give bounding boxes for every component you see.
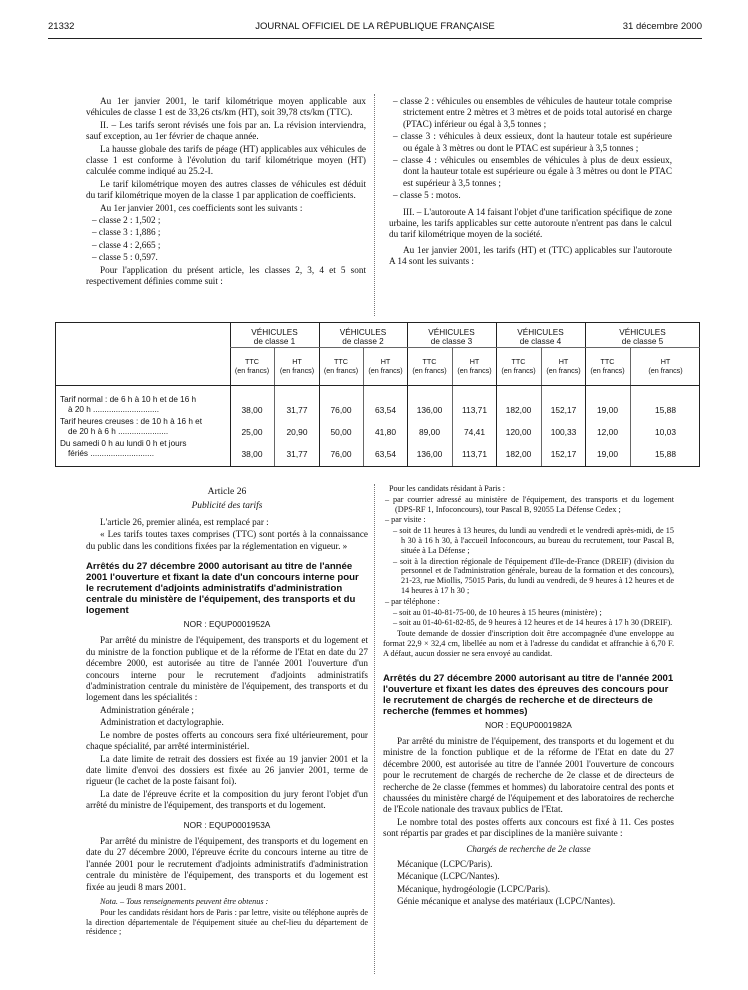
class-header: VÉHICULES de classe 2 [339, 328, 387, 346]
class-header: VÉHICULES de classe 4 [517, 328, 564, 346]
section-heading: Arrêtés du 27 décembre 2000 autorisant au titre de l'année 2001 l'ouverture et fixant les dates des épreuves des concours pour le recrutement de chargés de recherche et de directeurs de recherche (femmes et hommes) [383, 672, 674, 717]
cell: 38,00 [241, 449, 263, 459]
page-header [48, 21, 702, 37]
cell: 19,00 [597, 405, 618, 415]
paragraph: Au 1er janvier 2001, les tarifs (HT) et (TTC) applicables sur l'autoroute A 14 sont les suivants : [389, 244, 672, 267]
cell: 20,90 [286, 427, 308, 437]
ttc-header: TTC (en francs) [323, 357, 359, 375]
subheading: Chargés de recherche de 2e classe [466, 843, 591, 854]
list-item: Génie mécanique et analyse des matériaux (LCPC/Nantes). [397, 896, 616, 907]
cell: 152,17 [550, 405, 577, 415]
row-label: Tarif heures creuses : de 10 h à 16 h et de 20 h à 6 h ...................... [60, 417, 203, 436]
cell: 41,80 [375, 427, 396, 437]
class-header: VÉHICULES de classe 5 [619, 328, 666, 346]
cell: 38,00 [241, 405, 263, 415]
list-item: – soit au 01-40-61-82-85, de 9 heures à 12 heures et de 14 heures à 17 h 30 (DREIF). [393, 618, 673, 628]
cell: 182,00 [505, 449, 532, 459]
paragraph: Administration et dactylographie. [100, 717, 224, 728]
ttc-header: TTC (en francs) [412, 357, 447, 375]
ttc-header: TTC (en francs) [501, 357, 536, 375]
list-item: – classe 5 : motos. [393, 190, 461, 201]
paragraph: Par arrêté du ministre de l'équipement, des transports et du logement et du ministre de la fonction publique et de la réforme de l'Etat en date du 27 décembre 2000, est autorisée au titre de l'année 2001 l'ouverture de concours pour le recrutement de chargés de recherche de 2e classe et de directeurs de recherche de 2e classe (femmes et hommes) du laboratoire central des ponts et chaussées du ministère chargé de l'équipement et des laboratoires de recherche de l'Ecole nationale des travaux publics de l'Etat. [383, 735, 674, 815]
list-item: Mécanique (LCPC/Paris). [397, 859, 493, 870]
cell: 152,17 [550, 449, 577, 459]
paragraph: Pour les candidats résidant hors de Paris : par lettre, visite ou téléphone auprès de la direction départementale de l'équipement située au chef-lieu du département de résidence ; [86, 907, 368, 937]
paragraph: La hausse globale des tarifs de péage (HT) applicables aux véhicules de classe 1 est conforme à l'évolution du tarif kilométrique moyen (HT) calculée comme indiqué au 25.2-I. [86, 143, 366, 177]
list-item: – par courrier adressé au ministère de l'équipement, des transports et du logement (DPS-RF 1, Infoconcours), tour Pascal B, 92055 La Défense Cedex ; [385, 494, 674, 514]
list-item: – classe 2 : véhicules ou ensembles de véhicules de hauteur totale comprise strictement entre 2 mètres et 3 mètres et de poids total autorisé en charge (PTAC) inférieur ou égal à 3,5 tonnes ; [393, 96, 672, 129]
cell: 31,77 [286, 449, 308, 459]
ht-header: HT (en francs) [648, 357, 683, 375]
cell: 100,33 [550, 427, 577, 437]
cell: 182,00 [505, 405, 532, 415]
cell: 63,54 [375, 405, 396, 415]
paragraph: Le tarif kilométrique moyen des autres classes de véhicules est déduit du tarif kilométrique moyen de la classe 1 par application de coefficients. [86, 178, 366, 201]
paragraph: Au 1er janvier 2001, le tarif kilométrique moyen applicable aux véhicules de classe 1 est de 33,26 cts/km (HT), soit 39,78 cts/km (TTC). [86, 96, 366, 118]
nor-reference: NOR : EQUP0001953A [183, 819, 271, 830]
column-divider [374, 94, 375, 316]
bottom-right-column [383, 484, 674, 909]
list-item: – soit de 11 heures à 13 heures, du lundi au vendredi et le vendredi après-midi, de 15 h 30 à 16 h 30, à l'accueil Infoconcours, au bureau du recrutement, tour Pascal B, située à La Défense ; [393, 526, 674, 555]
paragraph: Pour l'application du présent article, les classes 2, 3, 4 et 5 sont respectivement définies comme suit : [86, 264, 366, 287]
paragraph: « Les tarifs toutes taxes comprises (TTC) sont portés à la connaissance du public dans les conditions fixées par la réglementation en vigueur. » [86, 529, 368, 551]
ttc-header: TTC (en francs) [590, 357, 625, 375]
header-rule [48, 38, 702, 39]
cell: 15,88 [655, 449, 676, 459]
paragraph: Par arrêté du ministre de l'équipement, des transports et du logement en date du 27 décembre 2000, l'épreuve écrite du concours interne au titre de l'année 2001 pour le recrutement d'adjoints administratifs d'administration centrale du ministère de l'équipement, des transports et du logement est fixée au jeudi 8 mars 2001. [86, 835, 368, 892]
cell: 25,00 [241, 427, 263, 437]
list-item: – par téléphone : [385, 596, 440, 606]
cell: 76,00 [330, 449, 352, 459]
paragraph: L'article 26, premier alinéa, est remplacé par : [100, 516, 269, 527]
nor-reference: NOR : EQUP0001982A [485, 719, 572, 730]
section-heading: Arrêtés du 27 décembre 2000 autorisant au titre de l'année 2001 l'ouverture et fixant la date d'un concours interne pour le recrutement d'adjoints administratifs d'administration centrale du ministère de l'équipement, des transports et du logement [86, 561, 359, 617]
cell: 15,88 [655, 405, 676, 415]
class-header: VÉHICULES de classe 1 [251, 328, 298, 346]
ttc-header: TTC (en francs) [234, 357, 270, 375]
nor-reference: NOR : EQUP0001952A [183, 619, 271, 630]
list-item: – classe 4 : véhicules ou ensembles de véhicules à plus de deux essieux, dont la hauteur totale est supérieure ou égale à 3 mètres ou dont le PTAC est supérieur à 3,5 tonnes ; [393, 155, 672, 188]
paragraph: Par arrêté du ministre de l'équipement, des transports et du logement et du ministre de la fonction publique et de la réforme de l'Etat en date du 27 décembre 2000, est autorisée au titre de l'année 2001 l'ouverture d'un concours interne pour le recrutement d'adjoints administratifs d'administration centrale du ministère de l'équipement, des transports et du logement dans les spécialités : [86, 635, 368, 703]
list-item: – par visite : [385, 515, 426, 525]
paragraph: Au 1er janvier 2001, ces coefficients sont les suivants : [100, 202, 303, 213]
cell: 113,71 [462, 449, 487, 459]
cell: 10,03 [655, 427, 676, 437]
list-item: Mécanique (LCPC/Nantes). [397, 871, 500, 882]
ht-header: HT (en francs) [457, 357, 492, 375]
cell: 74,41 [464, 427, 485, 437]
list-item: Mécanique, hydrogéologie (LCPC/Paris). [397, 883, 551, 894]
cell: 12,00 [597, 427, 618, 437]
paragraph: La date limite de retrait des dossiers est fixée au 19 janvier 2001 et la date limite d'envoi des dossiers est fixée au 26 janvier 2001, terme de rigueur (le cachet de la poste faisant foi). [86, 753, 368, 787]
tariff-table [55, 322, 700, 467]
list-item: – classe 2 : 1,502 ; [92, 215, 161, 226]
list-item: – soit à la direction régionale de l'équipement d'Ile-de-France (DREIF) (division du personnel et de l'administration générale, bureau de la formation et des concours), 21-23, rue Miollis, 75015 Paris, du lundi au vendredi, de 9 heures à 12 heures et de 14 heures à 17 h 30 ; [393, 556, 674, 595]
paragraph: Pour les candidats résidant à Paris : [389, 484, 505, 493]
cell: 136,00 [416, 449, 443, 459]
cell: 50,00 [330, 427, 352, 437]
page-number: 21332 [48, 21, 75, 32]
row-label: Du samedi 0 h au lundi 0 h et jours fériés ............................ [60, 439, 187, 458]
paragraph: Administration générale ; [100, 704, 194, 715]
list-item: – soit au 01-40-81-75-00, de 10 heures à 15 heures (ministère) ; [393, 607, 602, 617]
list-item: – classe 3 : véhicules à deux essieux, dont la hauteur totale est supérieure ou égale à 3 mètres ou dont le PTAC est supérieur à 3,5 tonnes ; [393, 131, 672, 153]
cell: 76,00 [330, 405, 352, 415]
article-subtitle: Publicité des tarifs [191, 501, 263, 512]
list-item: – classe 3 : 1,886 ; [92, 227, 161, 238]
column-divider [374, 484, 375, 974]
top-left-column [86, 96, 366, 289]
nota: Nota. – Tous renseignements peuvent être obtenus : [100, 896, 269, 906]
row-label: Tarif normal : de 6 h à 10 h et de 16 h à 20 h ............................. [60, 395, 197, 414]
top-right-column [389, 96, 672, 269]
ht-header: HT (en francs) [368, 357, 403, 375]
cell: 89,00 [419, 427, 440, 437]
paragraph: Toute demande de dossier d'inscription doit être accompagnée d'une enveloppe au format 22,9 × 32,4 cm, libellée au nom et à l'adresse du candidat et affranchie à 6,70 F. A défaut, aucun dossier ne sera envoyé au candidat. [383, 629, 674, 658]
cell: 113,71 [462, 405, 487, 415]
cell: 136,00 [416, 405, 443, 415]
ht-header: HT (en francs) [546, 357, 581, 375]
issue-date: 31 décembre 2000 [622, 21, 702, 32]
paragraph: La date de l'épreuve écrite et la composition du jury feront l'objet d'un arrêté du ministre de l'équipement, des transports et du logement. [86, 788, 368, 811]
paragraph: II. – Les tarifs seront révisés une fois par an. La révision interviendra, sauf exception, au 1er février de chaque année. [86, 119, 366, 142]
cell: 120,00 [505, 427, 532, 437]
paragraph: Le nombre total des postes offerts aux concours est fixé à 11. Ces postes sont répartis par grades et par disciplines de la manière suivante : [383, 816, 674, 839]
list-item: – classe 5 : 0,597. [92, 252, 158, 263]
article-title: Article 26 [207, 486, 247, 497]
journal-title: JOURNAL OFFICIEL DE LA RÉPUBLIQUE FRANÇAISE [255, 21, 495, 32]
bottom-left-column [86, 484, 368, 938]
list-item: – classe 4 : 2,665 ; [92, 239, 161, 250]
paragraph: III. – L'autoroute A 14 faisant l'objet d'une tarification spécifique de zone urbaine, les tarifs applicables sur cette autoroute n'entrent pas dans le calcul du tarif kilométrique moyen de la société. [389, 206, 672, 240]
class-header: VÉHICULES de classe 3 [428, 328, 475, 346]
cell: 31,77 [286, 405, 308, 415]
paragraph: Le nombre de postes offerts au concours sera fixé ultérieurement, pour chaque spécialité, par arrêté interministériel. [86, 729, 368, 752]
cell: 63,54 [375, 449, 396, 459]
ht-header: HT (en francs) [279, 357, 315, 375]
cell: 19,00 [597, 449, 618, 459]
